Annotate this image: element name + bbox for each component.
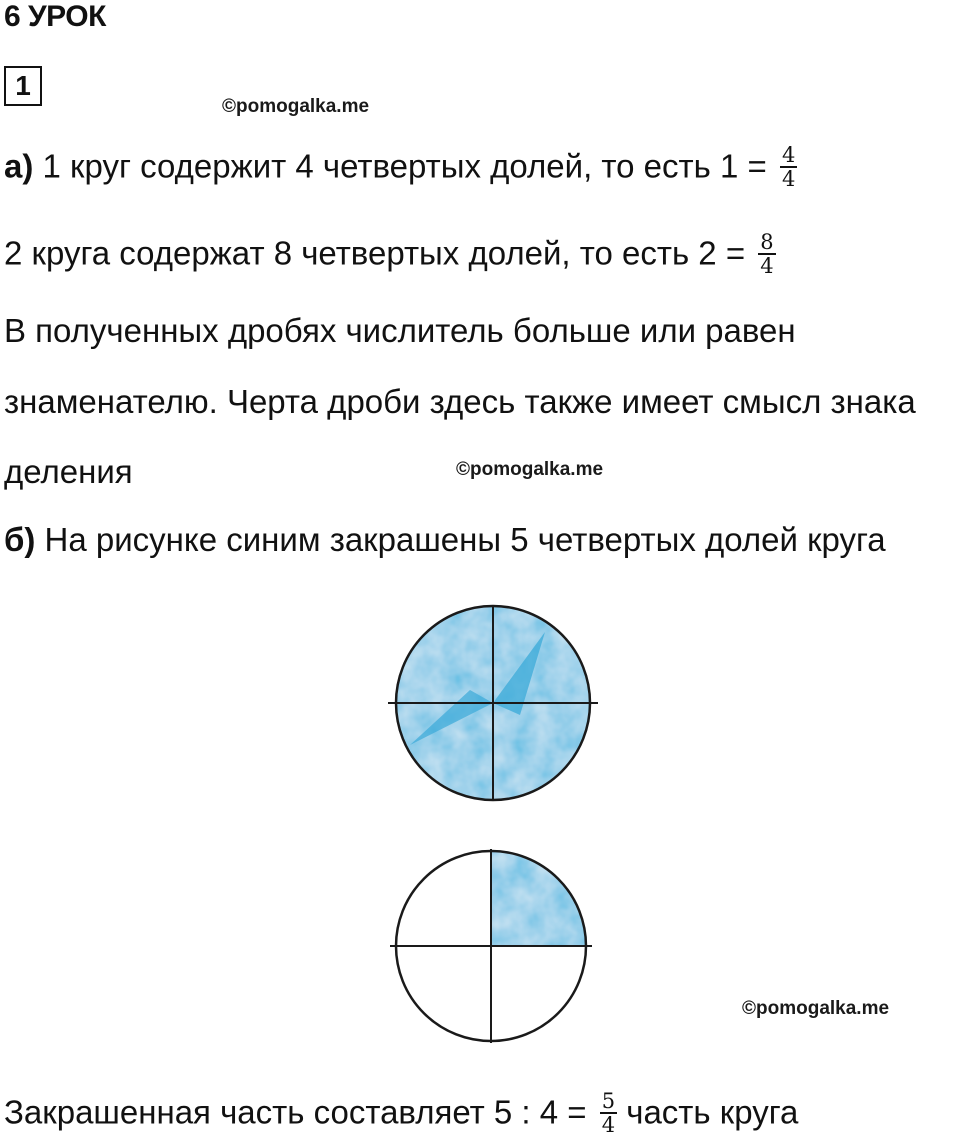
conclusion-text-before: Закрашенная часть составляет 5 : 4 =: [4, 1093, 587, 1131]
part-a-label: а): [4, 147, 34, 185]
fraction-numerator: 5: [601, 1089, 616, 1113]
fraction-numerator: 8: [760, 230, 774, 254]
part-b-label: б): [4, 521, 36, 558]
fraction-denominator: 4: [760, 254, 774, 278]
fraction-denominator: 4: [601, 1113, 616, 1137]
part-a-line-3: В полученных дробях числитель больше или равен: [4, 312, 796, 349]
conclusion-text-after: часть круга: [626, 1093, 799, 1131]
task-number-box: 1: [4, 66, 42, 106]
watermark-top: ©pomogalka.me: [222, 96, 370, 117]
fraction-denominator: 4: [781, 167, 796, 191]
fraction-numerator: 4: [781, 143, 796, 167]
circle-quarter: [390, 849, 592, 1043]
circle-quarter-fill: [491, 851, 586, 946]
page-title: 6 УРОК: [4, 0, 106, 33]
part-a-line-1-text: 1 круг содержит 4 четвертых долей, то есть 1 =: [42, 147, 767, 185]
watermark-bottom: ©pomogalka.me: [742, 998, 890, 1019]
part-b-line-text: На рисунке синим закрашены 5 четвертых долей круга: [44, 521, 886, 558]
conclusion-line: [4, 1089, 799, 1138]
watermark-middle: ©pomogalka.me: [456, 459, 604, 480]
fraction-5-4: [600, 1090, 617, 1136]
circle-full: [388, 606, 598, 800]
part-a-line-4: знаменателю. Черта дроби здесь также имеет смысл знака: [4, 383, 916, 420]
part-a-line-2-text: 2 круга содержат 8 четвертых долей, то есть 2 =: [4, 234, 746, 272]
part-a-line-5: деления: [4, 453, 133, 490]
